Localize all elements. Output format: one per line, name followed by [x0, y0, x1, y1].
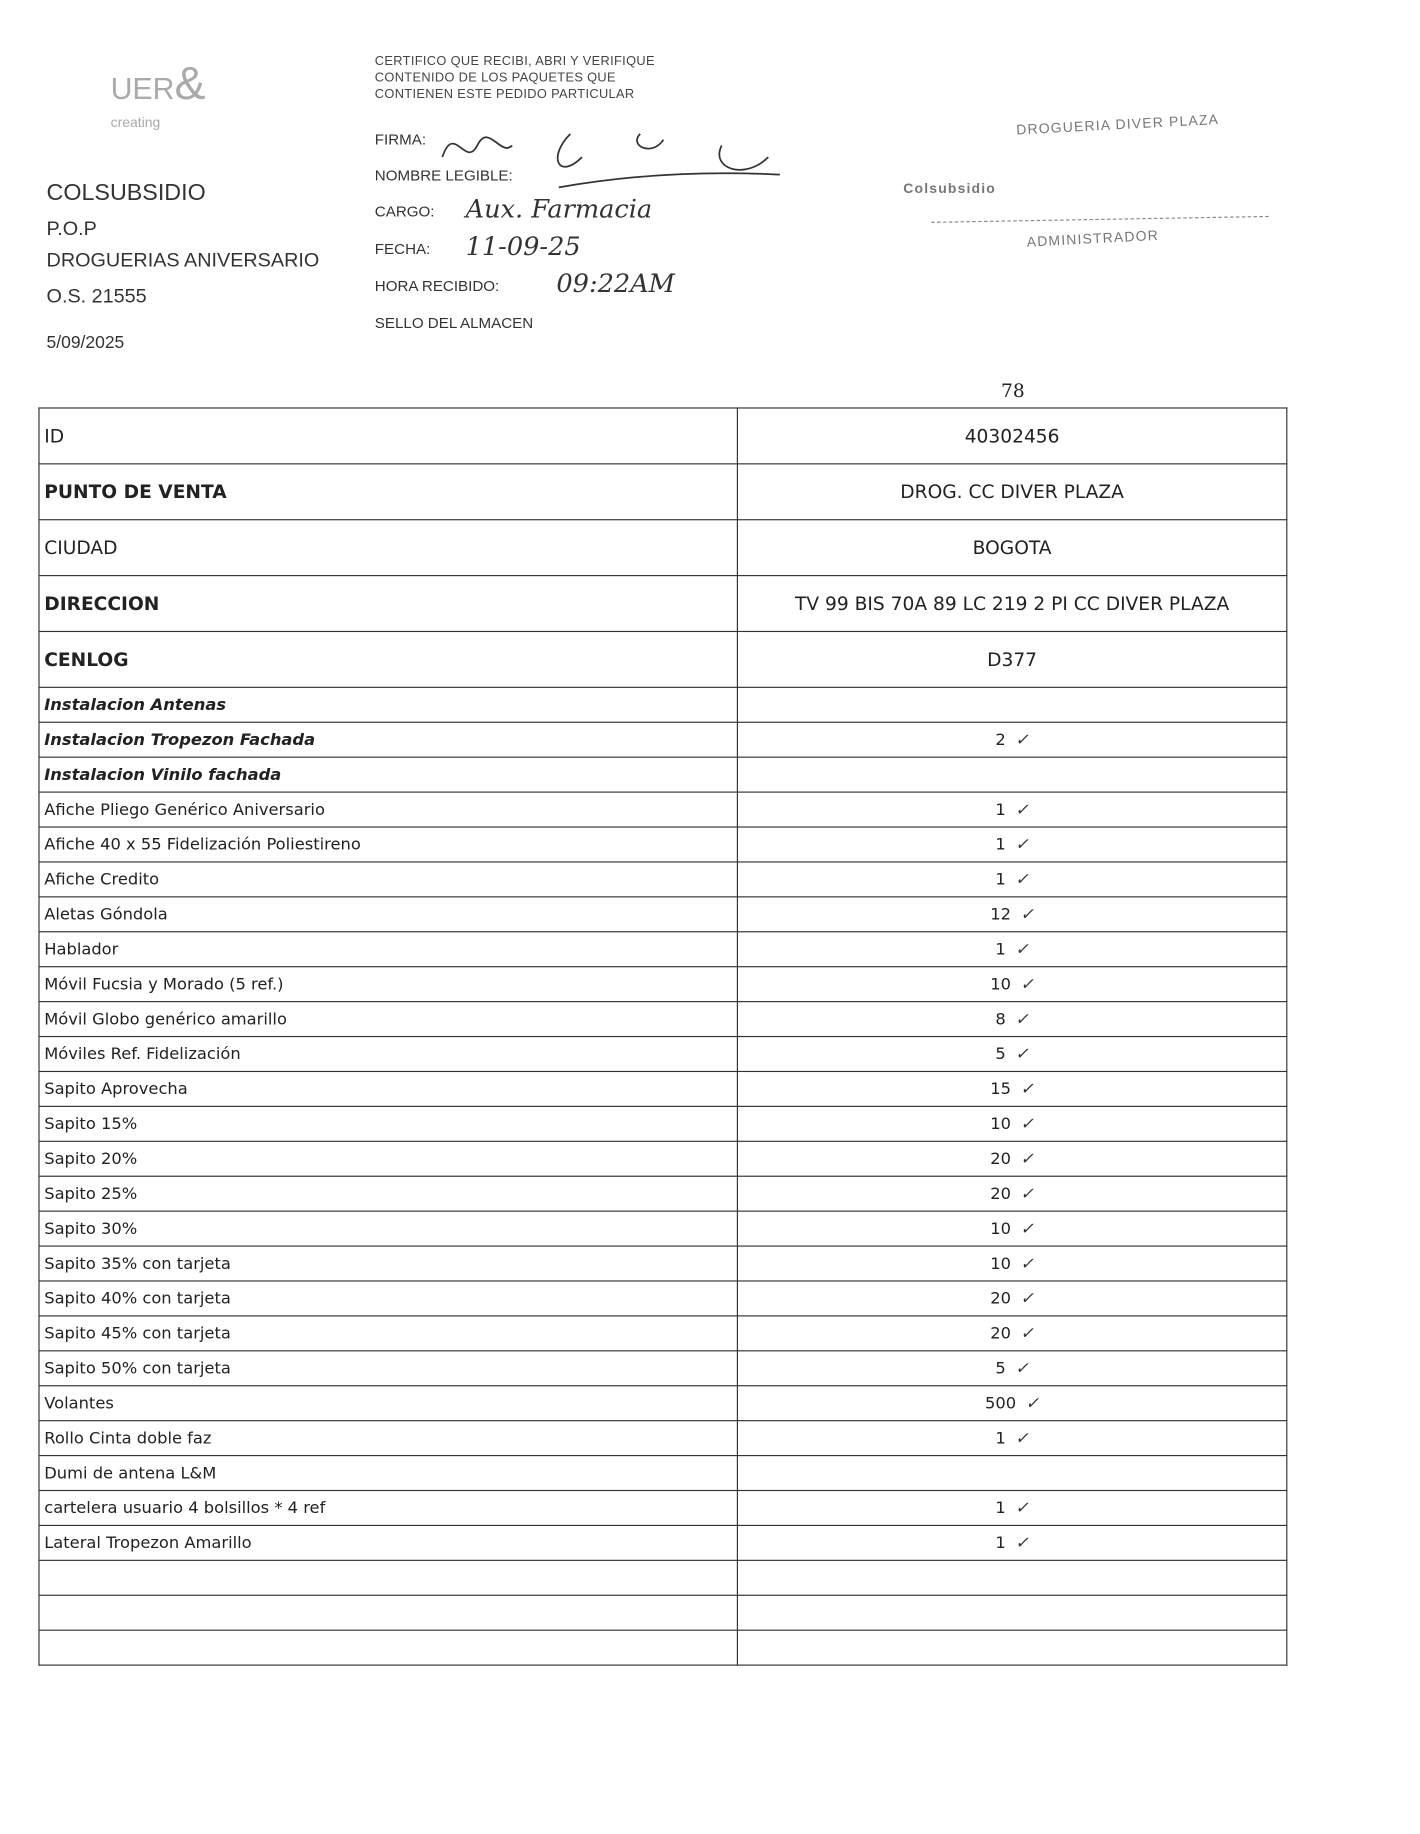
- checkmark-icon: ✓: [1015, 1498, 1029, 1518]
- checkmark-icon: ✓: [1020, 1254, 1034, 1273]
- row-value: [737, 1595, 1286, 1630]
- checkmark-icon: ✓: [1015, 870, 1029, 889]
- table-row: [39, 897, 1287, 932]
- checkmark-icon: ✓: [1020, 1219, 1034, 1238]
- row-label: [39, 1595, 737, 1630]
- table-row: [39, 1595, 1287, 1630]
- certificate-text: CERTIFICO QUE RECIBI, ABRI Y VERIFIQUE CONTENIDO DE LOS PAQUETES QUE CONTIENEN ESTE PEDIDO PARTICULAR: [374, 54, 655, 102]
- table-row: [39, 1351, 1287, 1386]
- row-label: Sapito 20%: [39, 1141, 737, 1176]
- table-row: [39, 862, 1287, 897]
- quantity: 8: [995, 1009, 1006, 1029]
- fecha-value: 11-09-25: [465, 232, 581, 262]
- campaign-name: DROGUERIAS ANIVERSARIO: [46, 249, 320, 272]
- checkmark-icon: ✓: [1015, 939, 1029, 959]
- row-label: Sapito 50% con tarjeta: [39, 1351, 737, 1386]
- row-value: [737, 1351, 1286, 1386]
- company-logo: UER& creating: [110, 58, 206, 131]
- row-value: [737, 1211, 1286, 1246]
- row-label: Sapito 15%: [39, 1106, 737, 1141]
- row-value: [737, 464, 1286, 520]
- row-value: [737, 1525, 1286, 1560]
- table-row: [39, 520, 1287, 576]
- row-label: Móviles Ref. Fidelización: [39, 1037, 737, 1072]
- quantity: TV 99 BIS 70A 89 LC 219 2 PI CC DIVER PLAZA: [794, 592, 1230, 615]
- row-label: [39, 1560, 737, 1595]
- row-label: Instalacion Tropezon Fachada: [39, 722, 737, 757]
- row-label: Afiche Pliego Genérico Aniversario: [39, 792, 737, 827]
- checkmark-icon: ✓: [1015, 1533, 1029, 1553]
- hora-value: 09:22AM: [556, 270, 675, 300]
- cargo-label: CARGO:: [374, 202, 435, 220]
- stamp-brand: Colsubsidio: [903, 180, 997, 197]
- row-label: Volantes: [39, 1386, 737, 1421]
- checkmark-icon: ✓: [1020, 1289, 1034, 1308]
- row-value: [737, 1386, 1286, 1421]
- checkmark-icon: ✓: [1015, 835, 1029, 854]
- quantity: 1: [995, 1533, 1006, 1553]
- pop-label: P.O.P: [46, 217, 97, 240]
- quantity: 1: [995, 800, 1006, 819]
- table-row: [39, 1386, 1287, 1421]
- row-label: cartelera usuario 4 bolsillos * 4 ref: [39, 1491, 737, 1526]
- page-number: 78: [1001, 379, 1025, 402]
- checkmark-icon: ✓: [1020, 1324, 1034, 1343]
- row-value: [737, 1630, 1286, 1665]
- quantity: 2: [995, 730, 1006, 750]
- row-value: [737, 1316, 1286, 1351]
- row-value: [737, 862, 1286, 897]
- quantity: 10: [990, 1219, 1011, 1238]
- checkmark-icon: ✓: [1015, 1009, 1029, 1029]
- quantity: D377: [987, 648, 1038, 671]
- table-row: [39, 827, 1287, 862]
- table-row: [39, 464, 1287, 520]
- row-label: Afiche Credito: [39, 862, 737, 897]
- table-row: [39, 1630, 1287, 1665]
- checkmark-icon: ✓: [1020, 974, 1034, 994]
- row-value: [737, 757, 1286, 792]
- table-row: [39, 967, 1287, 1002]
- quantity: 1: [995, 835, 1006, 854]
- row-value: [737, 967, 1286, 1002]
- row-value: [737, 520, 1286, 576]
- table-row: [39, 1141, 1287, 1176]
- row-value: [737, 1176, 1286, 1211]
- quantity: 15: [990, 1079, 1011, 1099]
- table-row: [39, 932, 1287, 967]
- checkmark-icon: ✓: [1015, 730, 1029, 750]
- nombre-label: NOMBRE LEGIBLE:: [374, 166, 513, 184]
- row-label: [39, 1630, 737, 1665]
- quantity: DROG. CC DIVER PLAZA: [900, 480, 1124, 503]
- row-value: [737, 932, 1286, 967]
- row-value: [737, 1456, 1286, 1491]
- row-label: Hablador: [39, 932, 737, 967]
- stamp-line: [931, 216, 1269, 223]
- stamp-store: DROGUERIA DIVER PLAZA: [1015, 111, 1220, 138]
- table-row: [39, 687, 1287, 722]
- table-row: [39, 792, 1287, 827]
- firma-label: FIRMA:: [374, 130, 427, 148]
- row-label: Sapito 40% con tarjeta: [39, 1281, 737, 1316]
- row-label: Instalacion Vinilo fachada: [39, 757, 737, 792]
- table-row: [39, 722, 1287, 757]
- row-value: [737, 827, 1286, 862]
- row-value: [737, 722, 1286, 757]
- row-label: ID: [39, 408, 737, 464]
- table-row: [39, 1106, 1287, 1141]
- quantity: 1: [995, 939, 1006, 959]
- row-value: [737, 408, 1286, 464]
- table-row: [39, 1421, 1287, 1456]
- table-row: [39, 1525, 1287, 1560]
- quantity: 5: [995, 1044, 1006, 1064]
- checkmark-icon: ✓: [1015, 1428, 1029, 1448]
- checkmark-icon: ✓: [1025, 1393, 1040, 1413]
- table-row: [39, 631, 1287, 687]
- stamp-role: ADMINISTRADOR: [1026, 227, 1160, 251]
- row-label: CIUDAD: [39, 520, 737, 576]
- row-value: [737, 1560, 1286, 1595]
- fecha-label: FECHA:: [374, 239, 431, 258]
- table-row: [39, 1246, 1287, 1281]
- row-value: [737, 576, 1286, 632]
- checkmark-icon: ✓: [1020, 905, 1034, 924]
- row-value: [737, 1281, 1286, 1316]
- quantity: 10: [990, 1254, 1011, 1273]
- quantity: 20: [990, 1324, 1011, 1343]
- quantity: 12: [990, 905, 1011, 924]
- table-row: [39, 757, 1287, 792]
- row-value: [737, 1037, 1286, 1072]
- row-label: Móvil Fucsia y Morado (5 ref.): [39, 967, 737, 1002]
- quantity: 1: [995, 1498, 1006, 1518]
- row-value: [737, 1246, 1286, 1281]
- quantity: BOGOTA: [972, 536, 1052, 559]
- row-label: PUNTO DE VENTA: [39, 464, 737, 520]
- quantity: 10: [990, 1114, 1011, 1134]
- table-row: [39, 1281, 1287, 1316]
- table-row: [39, 408, 1287, 464]
- row-value: [737, 631, 1286, 687]
- order-number: O.S. 21555: [46, 285, 147, 308]
- cargo-value: Aux. Farmacia: [465, 195, 653, 225]
- row-value: [737, 1491, 1286, 1526]
- row-label: Sapito Aprovecha: [39, 1071, 737, 1106]
- row-label: Sapito 25%: [39, 1176, 737, 1211]
- table-row: [39, 1002, 1287, 1037]
- quantity: 1: [995, 870, 1006, 889]
- table-row: [39, 1456, 1287, 1491]
- row-value: [737, 1071, 1286, 1106]
- row-value: [737, 1421, 1286, 1456]
- checkmark-icon: ✓: [1015, 800, 1029, 819]
- row-label: DIRECCION: [39, 576, 737, 632]
- quantity: 40302456: [964, 424, 1060, 447]
- row-label: Aletas Góndola: [39, 897, 737, 932]
- row-value: [737, 1141, 1286, 1176]
- table-row: [39, 576, 1287, 632]
- quantity: 5: [995, 1358, 1006, 1378]
- checkmark-icon: ✓: [1020, 1114, 1034, 1134]
- sello-label: SELLO DEL ALMACEN: [374, 314, 534, 332]
- quantity: 500: [985, 1393, 1017, 1413]
- row-label: Rollo Cinta doble faz: [39, 1421, 737, 1456]
- row-value: [737, 687, 1286, 722]
- quantity: 20: [990, 1149, 1011, 1169]
- row-label: Lateral Tropezon Amarillo: [39, 1525, 737, 1560]
- table-row: [39, 1176, 1287, 1211]
- quantity: 20: [990, 1184, 1011, 1203]
- row-label: Sapito 45% con tarjeta: [39, 1316, 737, 1351]
- row-label: Móvil Globo genérico amarillo: [39, 1002, 737, 1037]
- row-label: CENLOG: [39, 631, 737, 687]
- row-label: Afiche 40 x 55 Fidelización Poliestireno: [39, 827, 737, 862]
- checkmark-icon: ✓: [1020, 1149, 1034, 1169]
- row-label: Sapito 30%: [39, 1211, 737, 1246]
- document-date: 5/09/2025: [46, 332, 125, 353]
- quantity: 20: [990, 1289, 1011, 1308]
- table-row: [39, 1037, 1287, 1072]
- table-row: [39, 1211, 1287, 1246]
- quantity: 1: [995, 1428, 1006, 1448]
- row-label: Instalacion Antenas: [39, 687, 737, 722]
- quantity: 10: [990, 974, 1011, 994]
- checkmark-icon: ✓: [1015, 1044, 1029, 1064]
- row-value: [737, 792, 1286, 827]
- row-value: [737, 897, 1286, 932]
- table-row: [39, 1071, 1287, 1106]
- checkmark-icon: ✓: [1015, 1358, 1029, 1378]
- table-row: [39, 1316, 1287, 1351]
- row-label: Sapito 35% con tarjeta: [39, 1246, 737, 1281]
- pop-items-table: [38, 407, 1287, 1665]
- table-row: [39, 1560, 1287, 1595]
- row-label: Dumi de antena L&M: [39, 1456, 737, 1491]
- row-value: [737, 1106, 1286, 1141]
- row-value: [737, 1002, 1286, 1037]
- checkmark-icon: ✓: [1020, 1184, 1034, 1203]
- table-row: [39, 1491, 1287, 1526]
- hora-label: HORA RECIBIDO:: [374, 277, 500, 295]
- checkmark-icon: ✓: [1020, 1079, 1034, 1099]
- company-name: COLSUBSIDIO: [46, 180, 206, 207]
